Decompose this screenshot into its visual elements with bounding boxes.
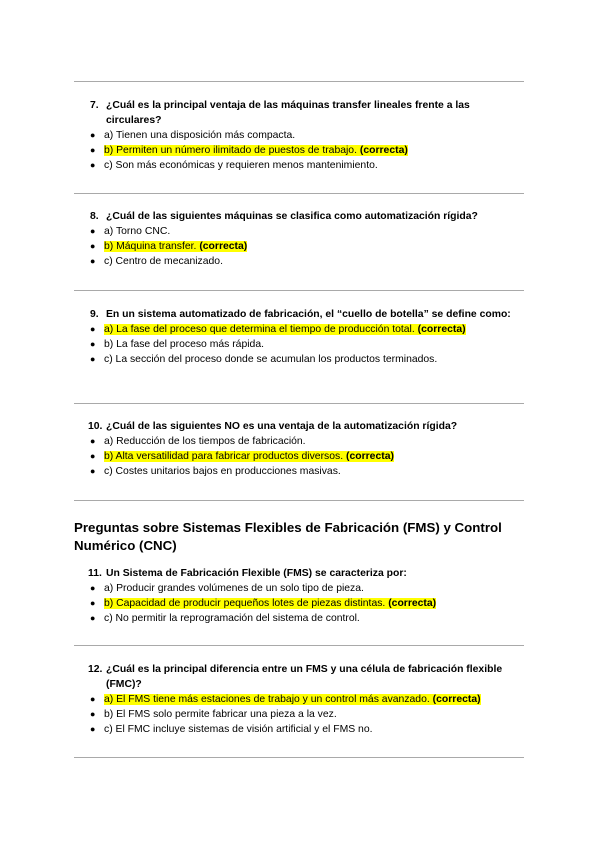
question-text: ¿Cuál es la principal diferencia entre un FMS y una célula de fabricación flexible (FMC)? xyxy=(106,664,503,690)
bullet-icon: ● xyxy=(90,583,96,593)
bullet-icon: ● xyxy=(90,709,96,719)
option-b-correct xyxy=(74,239,524,254)
option-text: c) Son más económicas y requieren menos mantenimiento. xyxy=(104,160,378,171)
bullet-icon: ● xyxy=(90,613,96,623)
question-12 xyxy=(74,662,524,737)
option-b-correct xyxy=(74,143,524,158)
option-text: a) Reducción de los tiempos de fabricación. xyxy=(104,436,306,447)
option-a-correct xyxy=(74,322,524,337)
option-text: a) El FMS tiene más estaciones de trabajo y un control más avanzado. xyxy=(104,694,430,705)
option-text: b) Máquina transfer. xyxy=(104,241,197,252)
bullet-icon: ● xyxy=(90,324,96,334)
option-a xyxy=(74,581,524,596)
question-number: 7. xyxy=(90,100,99,111)
bullet-icon: ● xyxy=(90,724,96,734)
option-c xyxy=(74,352,524,367)
question-number: 8. xyxy=(90,211,99,222)
option-text: b) El FMS solo permite fabricar una pieza a la vez. xyxy=(104,709,337,720)
divider xyxy=(74,757,524,758)
correct-tag: (correcta) xyxy=(432,694,481,705)
question-text: En un sistema automatizado de fabricación, el “cuello de botella” se define como: xyxy=(106,309,511,320)
question-9 xyxy=(74,307,524,367)
option-a xyxy=(74,434,524,449)
option-text: b) Capacidad de producir pequeños lotes de piezas distintas. xyxy=(104,598,386,609)
section-heading: Preguntas sobre Sistemas Flexibles de Fabricación (FMS) y Control Numérico (CNC) xyxy=(74,520,502,553)
bullet-icon: ● xyxy=(90,130,96,140)
question-title xyxy=(74,209,524,224)
correct-tag: (correcta) xyxy=(388,598,437,609)
bullet-icon: ● xyxy=(90,241,96,251)
question-title xyxy=(74,98,524,128)
option-text: b) Alta versatilidad para fabricar productos diversos. xyxy=(104,451,344,462)
option-a-correct xyxy=(74,692,524,707)
question-title xyxy=(74,307,524,322)
correct-tag: (correcta) xyxy=(199,241,248,252)
divider xyxy=(74,500,524,501)
option-c xyxy=(74,464,524,479)
option-text: a) Tienen una disposición más compacta. xyxy=(104,130,296,141)
question-title xyxy=(74,419,524,434)
bullet-icon: ● xyxy=(90,694,96,704)
bullet-icon: ● xyxy=(90,145,96,155)
option-b xyxy=(74,337,524,352)
correct-tag: (correcta) xyxy=(417,324,466,335)
question-number: 10. xyxy=(88,421,103,432)
divider xyxy=(74,81,524,82)
bullet-icon: ● xyxy=(90,451,96,461)
bullet-icon: ● xyxy=(90,339,96,349)
question-number: 12. xyxy=(88,664,103,675)
option-b xyxy=(74,707,524,722)
bullet-icon: ● xyxy=(90,598,96,608)
option-c xyxy=(74,254,524,269)
bullet-icon: ● xyxy=(90,466,96,476)
bullet-icon: ● xyxy=(90,160,96,170)
option-text: a) La fase del proceso que determina el tiempo de producción total. xyxy=(104,324,415,335)
divider xyxy=(74,645,524,646)
option-text: c) El FMC incluye sistemas de visión artificial y el FMS no. xyxy=(104,724,373,735)
option-text: b) La fase del proceso más rápida. xyxy=(104,339,264,350)
question-number: 11. xyxy=(88,568,102,579)
correct-tag: (correcta) xyxy=(346,451,394,462)
option-b-correct xyxy=(74,596,524,611)
option-c xyxy=(74,158,524,173)
option-b-correct xyxy=(74,449,524,464)
question-number: 9. xyxy=(90,309,99,320)
correct-tag: (correcta) xyxy=(359,145,408,156)
question-text: ¿Cuál es la principal ventaja de las máquinas transfer lineales frente a las circulares? xyxy=(106,100,470,126)
option-c xyxy=(74,722,524,737)
option-text: c) La sección del proceso donde se acumulan los productos terminados. xyxy=(104,354,438,365)
option-a xyxy=(74,224,524,239)
option-text: c) Centro de mecanizado. xyxy=(104,256,223,267)
question-7 xyxy=(74,98,524,173)
question-10 xyxy=(74,419,524,479)
bullet-icon: ● xyxy=(90,256,96,266)
option-text: c) Costes unitarios bajos en producciones masivas. xyxy=(104,466,341,477)
option-text: a) Producir grandes volúmenes de un solo tipo de pieza. xyxy=(104,583,364,594)
question-text: ¿Cuál de las siguientes NO es una ventaja de la automatización rígida? xyxy=(106,421,458,432)
question-title xyxy=(74,566,524,581)
bullet-icon: ● xyxy=(90,436,96,446)
divider xyxy=(74,193,524,194)
option-a xyxy=(74,128,524,143)
question-text: Un Sistema de Fabricación Flexible (FMS) se caracteriza por: xyxy=(106,568,407,579)
option-c xyxy=(74,611,524,626)
question-8 xyxy=(74,209,524,269)
question-text: ¿Cuál de las siguientes máquinas se clasifica como automatización rígida? xyxy=(106,211,478,222)
option-text: c) No permitir la reprogramación del sistema de control. xyxy=(104,613,360,624)
option-text: b) Permiten un número ilimitado de puestos de trabajo. xyxy=(104,145,357,156)
question-title xyxy=(74,662,524,692)
option-text: a) Torno CNC. xyxy=(104,226,171,237)
divider xyxy=(74,403,524,404)
bullet-icon: ● xyxy=(90,226,96,236)
divider xyxy=(74,290,524,291)
bullet-icon: ● xyxy=(90,354,96,364)
question-11 xyxy=(74,566,524,626)
